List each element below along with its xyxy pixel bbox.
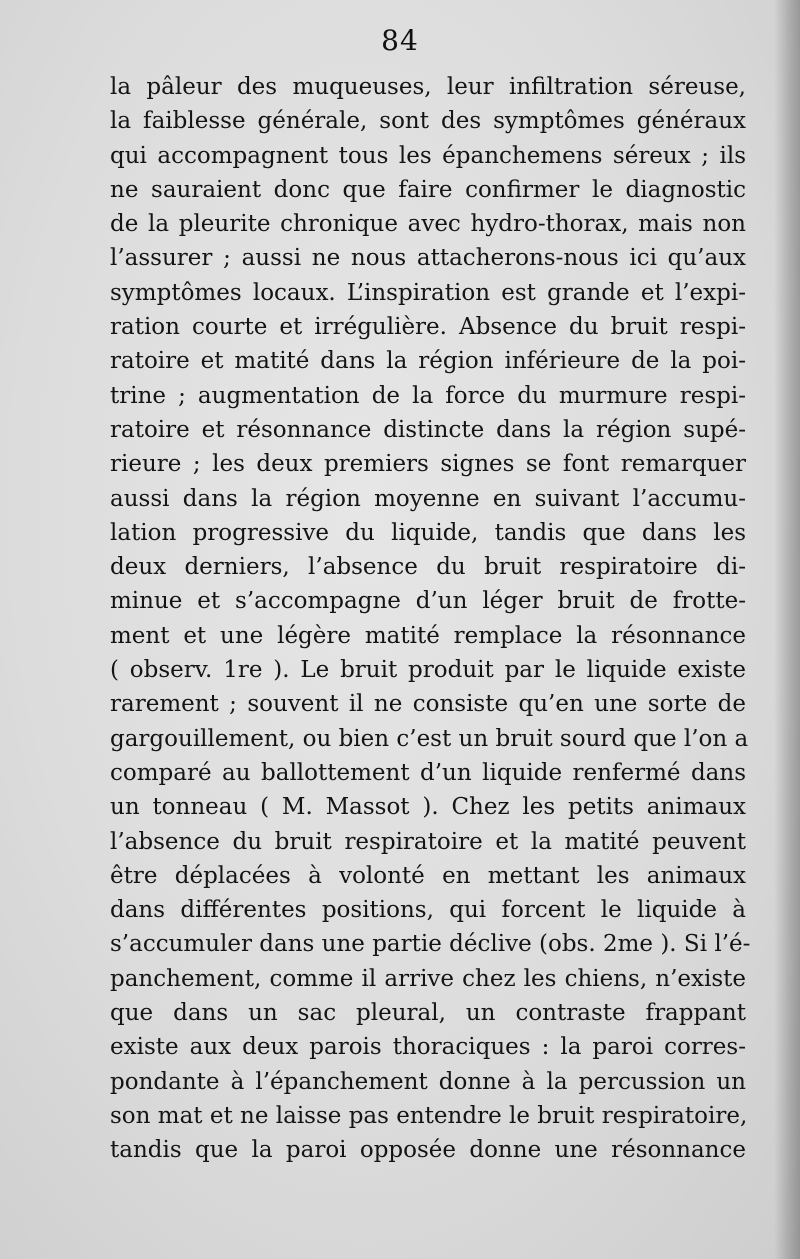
text-line: tandis que la paroi opposée donne une résonnance	[110, 1137, 746, 1164]
text-line: l’absence du bruit respiratoire et la matité peuvent	[110, 828, 746, 855]
text-line: la faiblesse générale, sont des symptômes généraux	[110, 108, 746, 135]
text-line: comparé au ballottement d’un liquide renfermé dans	[110, 759, 746, 786]
text-line: ration courte et irrégulière. Absence du bruit respi-	[110, 314, 746, 341]
text-line: rarement ; souvent il ne consiste qu’en une sorte de	[110, 691, 746, 718]
text-line: minue et s’accompagne d’un léger bruit de frotte-	[110, 588, 746, 615]
text-line: dans différentes positions, qui forcent le liquide à	[110, 897, 746, 924]
text-line: ratoire et matité dans la région inférieure de la poi-	[110, 348, 746, 375]
body-text	[110, 70, 751, 1168]
text-line: ratoire et résonnance distincte dans la région supé-	[110, 416, 746, 443]
text-line: pondante à l’épanchement donne à la percussion un	[110, 1068, 746, 1095]
text-line: panchement, comme il arrive chez les chiens, n’existe	[110, 965, 746, 992]
text-line: que dans un sac pleural, un contraste frappant	[110, 1000, 746, 1027]
text-line: être déplacées à volonté en mettant les animaux	[110, 862, 746, 889]
text-line: l’assurer ; aussi ne nous attacherons-nous ici qu’aux	[110, 245, 746, 272]
page-gutter-shadow	[774, 0, 800, 1259]
text-line: symptômes locaux. L’inspiration est grande et l’expi-	[110, 279, 746, 306]
text-line: gargouillement, ou bien c’est un bruit sourd que l’on a	[110, 725, 749, 752]
page-number: 84	[381, 24, 419, 57]
text-line: qui accompagnent tous les épanchemens séreux ; ils	[110, 142, 746, 169]
text-line: ne sauraient donc que faire confirmer le diagnostic	[110, 176, 746, 203]
text-line: son mat et ne laisse pas entendre le bruit respiratoire,	[110, 1102, 748, 1129]
text-line: s’accumuler dans une partie déclive (obs. 2me ). Si l’é-	[110, 931, 751, 958]
text-line: lation progressive du liquide, tandis que dans les	[110, 519, 746, 546]
text-line: aussi dans la région moyenne en suivant l’accumu-	[110, 485, 746, 512]
text-line: ment et une légère matité remplace la résonnance	[110, 622, 746, 649]
text-line: un tonneau ( M. Massot ). Chez les petits animaux	[110, 794, 746, 821]
text-line: la pâleur des muqueuses, leur infiltration séreuse,	[110, 74, 746, 100]
text-line: ( observ. 1re ). Le bruit produit par le liquide existe	[110, 657, 746, 684]
text-line: deux derniers, l’absence du bruit respiratoire di-	[110, 554, 746, 581]
text-line: existe aux deux parois thoraciques : la paroi corres-	[110, 1034, 746, 1061]
text-line: trine ; augmentation de la force du murmure respi-	[110, 382, 746, 409]
text-line: rieure ; les deux premiers signes se font remarquer	[110, 451, 746, 478]
text-line: de la pleurite chronique avec hydro-thorax, mais non	[110, 211, 746, 238]
